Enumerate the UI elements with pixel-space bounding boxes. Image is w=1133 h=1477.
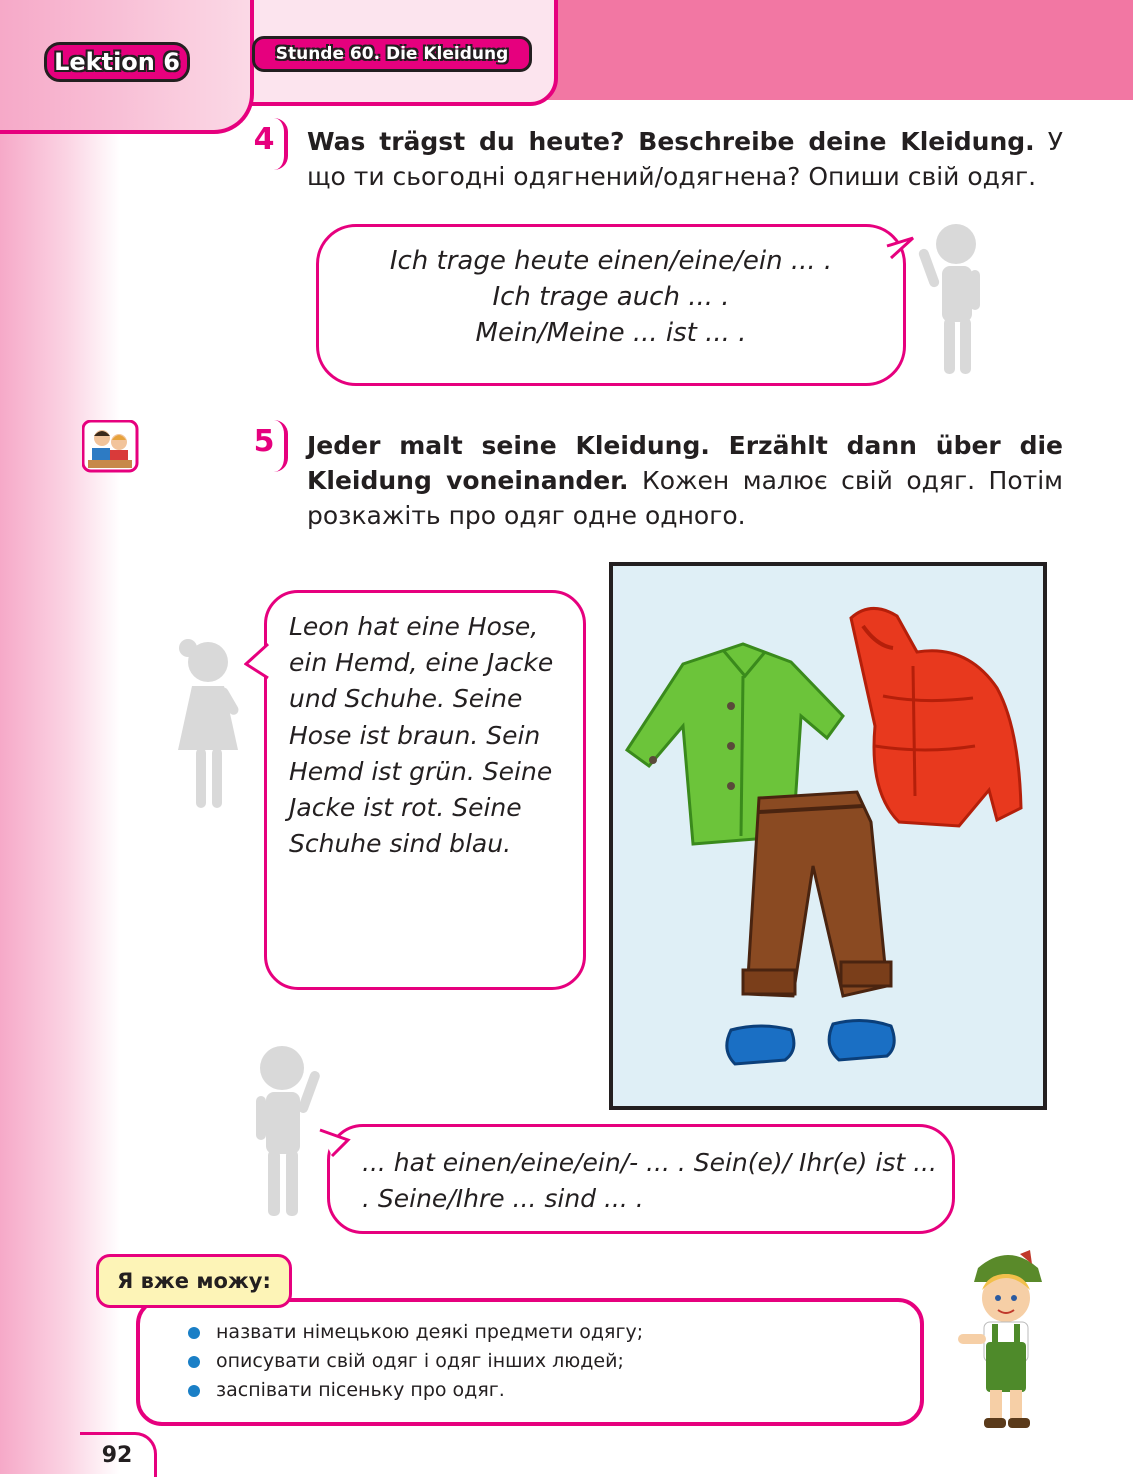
bubble-tail-icon <box>244 642 272 682</box>
summary-box <box>136 1298 924 1426</box>
unit-title: Stunde 60. Die Kleidung <box>252 36 532 72</box>
task-4-ukrainian: У що ти сьогодні одягнений/одягнена? Опиши свій одяг. <box>307 127 1063 191</box>
task-4-instruction <box>307 124 1063 194</box>
bullet-icon <box>188 1385 200 1397</box>
bubble-tail-icon <box>885 232 915 262</box>
boy-silhouette-icon <box>912 218 992 378</box>
summary-list <box>188 1318 643 1405</box>
blue-shoes-icon <box>727 1020 894 1064</box>
summary-item: описувати свій одяг і одяг інших людей; <box>188 1347 643 1376</box>
task-bracket-4 <box>270 118 288 170</box>
lesson-label: Lektion 6 <box>44 42 190 82</box>
task-5-ukrainian: Кожен малює свій одяг. Потім розкажіть про одяг одне одного. <box>307 466 1064 530</box>
page-number: 92 <box>80 1432 157 1477</box>
boy-character-icon <box>948 1250 1062 1434</box>
example-text: Leon hat eine Hose, ein Hemd, eine Jacke und Schuhe. Seine Hose ist braun. Sein Hemd ist grün. Seine Jacke ist rot. Seine Schuhe sind blau. <box>289 612 554 859</box>
side-gradient <box>0 0 120 1474</box>
brown-trousers-icon <box>743 792 891 996</box>
task-5-instruction <box>307 428 1063 533</box>
pattern-text: ... hat einen/eine/ein/- ... . Sein(e)/ Ihr(e) ist ... . Seine/Ihre ... sind ... . <box>362 1148 937 1213</box>
bullet-icon <box>188 1327 200 1339</box>
bubble-line: Ich trage heute einen/eine/ein ... . <box>389 246 833 276</box>
red-jacket-icon <box>851 608 1021 826</box>
girl-silhouette-icon <box>172 632 252 812</box>
speech-bubble-pattern <box>327 1124 955 1234</box>
pair-work-icon <box>82 420 142 476</box>
task-bracket-5 <box>270 420 288 472</box>
bullet-icon <box>188 1356 200 1368</box>
clothing-drawing <box>609 562 1047 1110</box>
speech-bubble-task4 <box>316 224 906 386</box>
summary-title: Я вже можу: <box>96 1254 292 1308</box>
task-4-german: Was trägst du heute? Beschreibe deine Kleidung. <box>307 127 1035 156</box>
summary-item: заспівати пісеньку про одяг. <box>188 1376 643 1405</box>
speech-bubble-example <box>264 590 586 990</box>
task-number-4: 4 <box>253 122 275 157</box>
task-5-german: Jeder malt seine Kleidung. Erzählt dann über die Kleidung voneinander. <box>307 431 1063 495</box>
bubble-line: Mein/Meine ... ist ... . <box>475 318 747 348</box>
task-number-5: 5 <box>253 424 275 459</box>
clothing-illustration <box>613 566 1043 1106</box>
summary-item: назвати німецькою деякі предмети одягу; <box>188 1318 643 1347</box>
bubble-line: Ich trage auch ... . <box>492 282 730 312</box>
bubble-tail-icon <box>318 1128 358 1158</box>
